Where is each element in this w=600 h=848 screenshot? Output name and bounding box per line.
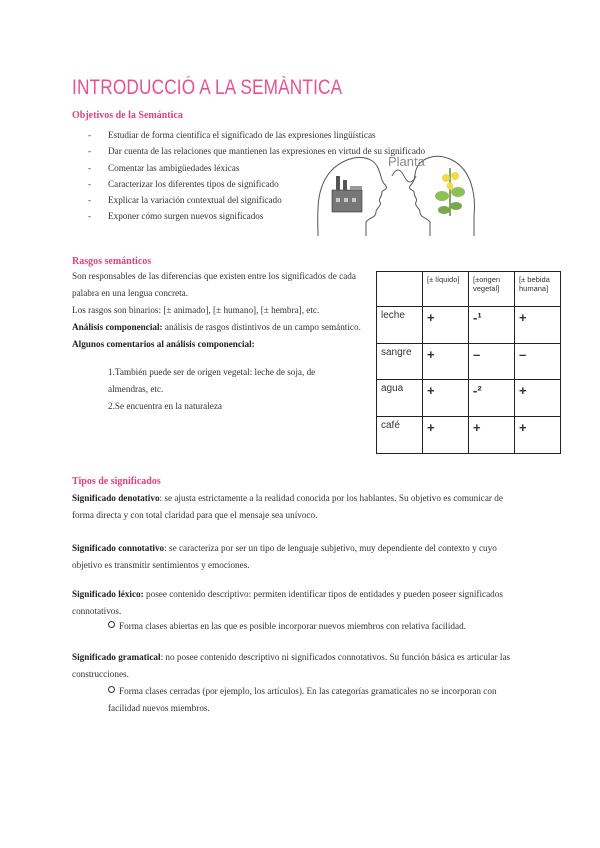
bullet-icon <box>108 686 115 693</box>
rasgos-p3 <box>72 319 362 336</box>
table-cell: + <box>469 417 515 454</box>
list-item: - Exponer cómo surgen nuevos significados <box>88 208 425 224</box>
factory-icon <box>332 176 362 212</box>
heads-illustration <box>316 146 476 238</box>
label: Significado connotativo <box>72 543 165 553</box>
table-header: [±origen vegetal] <box>469 272 515 307</box>
rasgos-p4 <box>72 336 362 353</box>
rasgos-p1: Son responsables de las diferencias que existen entre los significados de cada palabra en una lengua concreta. <box>72 271 356 298</box>
table-cell: + <box>515 417 561 454</box>
list-item: - Estudiar de forma científica el significado de las expresiones lingüísticas <box>88 127 425 143</box>
speech-wave <box>392 170 416 182</box>
table-row <box>377 344 561 380</box>
note: 2.Se encuentra en la naturaleza <box>108 401 223 411</box>
note: 1.También puede ser de origen vegetal: leche de soja, de almendras, etc. <box>108 367 316 394</box>
text: posee contenido descriptivo: permiten identificar tipos de entidades y pueden poseer significados connotativos. <box>72 589 503 616</box>
table-header: [± líquido] <box>423 272 469 307</box>
table-row <box>377 417 561 454</box>
rasgos-text <box>72 268 362 353</box>
table-cell: – <box>469 344 515 380</box>
text: análisis de rasgos distintivos de un campo semántico. <box>162 322 361 332</box>
label: Análisis componencial: <box>72 322 163 332</box>
label: Significado denotativo <box>72 493 160 503</box>
illustration-word: Planta <box>388 154 425 169</box>
denotativo-paragraph <box>72 490 517 524</box>
bullet-icon <box>108 621 115 628</box>
row-label: sangre <box>377 344 423 380</box>
list-item: - Explicar la variación contextual del significado <box>88 192 425 208</box>
row-label: leche <box>377 307 423 344</box>
table-row <box>377 380 561 417</box>
table-cell: – <box>515 344 561 380</box>
connotativo-paragraph <box>72 540 517 574</box>
table-row <box>377 307 561 344</box>
rasgos-p2: Los rasgos son binarios: [± animado], [± humano], [± hembra], etc. <box>72 305 320 315</box>
table-cell: + <box>515 307 561 344</box>
text: Forma clases cerradas (por ejemplo, los artículos). En las categorías gramaticales no se incorporan con facilidad nuevos miembros. <box>108 686 497 713</box>
tipos-heading: Tipos de significados <box>72 476 161 487</box>
page-title: INTRODUCCIÓ A LA SEMÀNTICA <box>72 76 343 99</box>
rasgos-notes <box>108 364 328 415</box>
objetivos-heading: Objetivos de la Semántica <box>72 110 183 121</box>
table-cell: + <box>515 380 561 417</box>
table-cell: + <box>423 417 469 454</box>
row-label: agua <box>377 380 423 417</box>
list-item: - Comentar las ambigüedades léxicas <box>88 160 425 176</box>
feature-table <box>376 271 561 454</box>
text: : se caracteriza por ser un tipo de lenguaje subjetivo, muy dependiente del contexto y cuyo objetivo es transmitir sentimientos y emociones. <box>72 543 497 570</box>
table-cell: + <box>423 380 469 417</box>
text: Forma clases abiertas en las que es posible incorporar nuevos miembros con relativa facilidad. <box>119 621 466 631</box>
label: Significado léxico: <box>72 589 144 599</box>
table-cell: + <box>423 344 469 380</box>
table-cell: -¹ <box>469 307 515 344</box>
label: Significado gramatical <box>72 652 161 662</box>
table-header-row <box>377 272 561 307</box>
lexico-paragraph <box>72 586 517 620</box>
table-cell: -² <box>469 380 515 417</box>
gramatical-bullet <box>108 683 518 717</box>
text: : no posee contenido descriptivo ni significados connotativos. Su función básica es articular las construcciones. <box>72 652 511 679</box>
label: Algunos comentarios al análisis componencial: <box>72 339 255 349</box>
gramatical-paragraph <box>72 649 517 683</box>
row-label: café <box>377 417 423 454</box>
rasgos-heading: Rasgos semánticos <box>72 256 152 267</box>
list-item: - Caracterizar los diferentes tipos de significado <box>88 176 425 192</box>
plant-icon <box>435 168 465 216</box>
table-cell <box>377 272 423 307</box>
list-item: - Dar cuenta de las relaciones que mantienen las expresiones en virtud de su significado <box>88 143 425 159</box>
text: : se ajusta estrictamente a la realidad conocida por los hablantes. Su objetivo es comunicar de forma directa y con total claridad para que el mensaje sea unívoco. <box>72 493 503 520</box>
semantics-illustration <box>316 146 456 236</box>
lexico-bullet <box>108 618 518 635</box>
table-cell: + <box>423 307 469 344</box>
table-header: [± bebida humana] <box>515 272 561 307</box>
